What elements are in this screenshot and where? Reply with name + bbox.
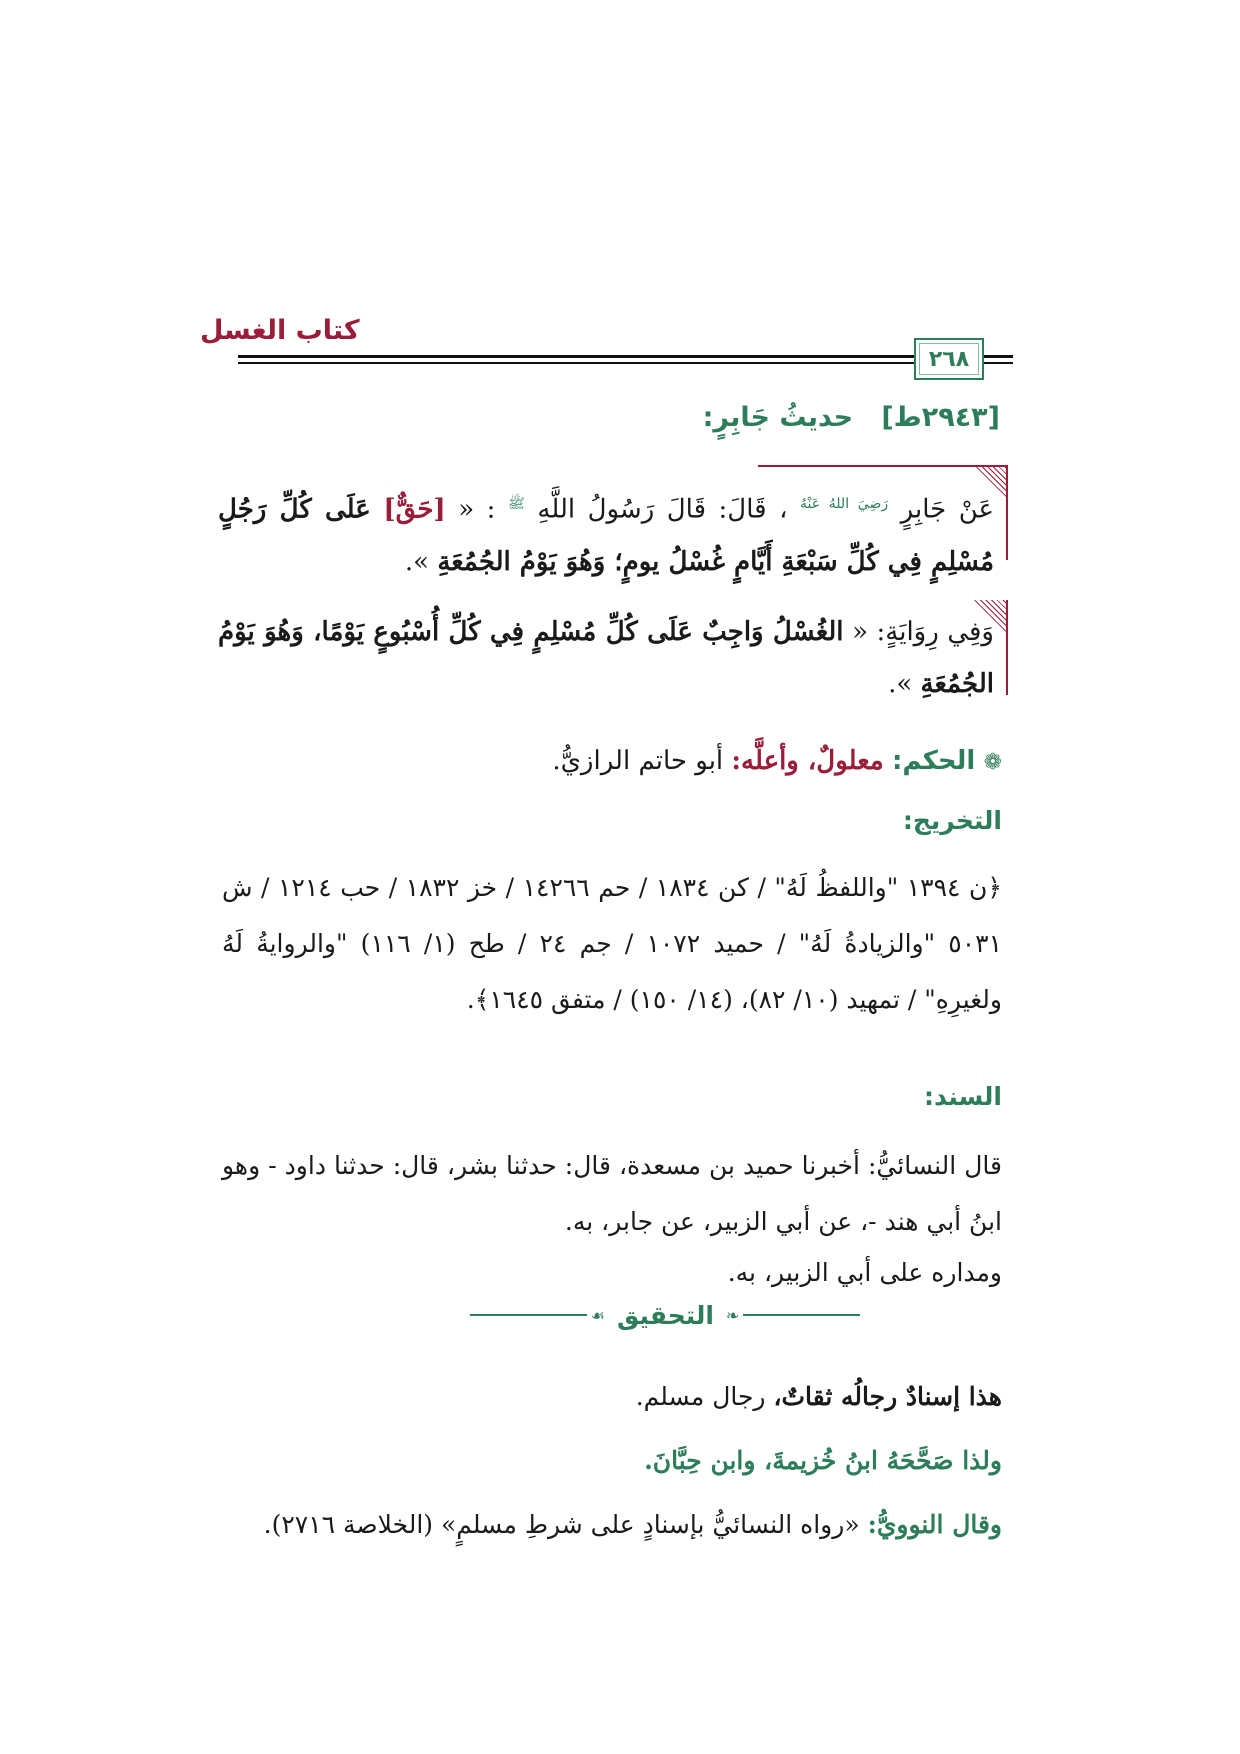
- tahqiq-divider: [470, 1300, 860, 1330]
- quote-rule: [758, 465, 1008, 467]
- hadith-text-variant: الغُسْلُ وَاجِبٌ عَلَى كُلِّ مُسْلِمٍ فِي كُلِّ أُسْبُوعٍ يَوْمًا، وَهُوَ يَوْمُ الجُمُعَةِ: [218, 617, 994, 699]
- ruling-rest: أبو حاتم الرازيُّ.: [552, 746, 724, 776]
- header-rule-right: [990, 355, 1013, 358]
- tahqiq-line-2: ولذا صَحَّحَهُ ابنُ خُزيمةَ، وابن حِبَّانَ.: [644, 1446, 1002, 1475]
- hadith-text: عَلَى كُلِّ رَجُلٍ مُسْلِمٍ فِي كُلِّ سَبْعَةِ أَيَّامٍ غُسْلُ يومٍ؛ وَهُوَ يَوْمُ الجُمُعَةِ: [218, 494, 994, 577]
- sanad-madar: ومداره على أبي الزبير، به.: [727, 1258, 1002, 1287]
- hadith-title: حديثُ جَابِرٍ:: [702, 402, 854, 433]
- tahqiq-line-1: هذا إسنادٌ رجالُه ثقاتٌ، رجال مسلم.: [635, 1382, 1002, 1411]
- takhrij-label: التخريج:: [902, 806, 1002, 835]
- narration-2: وَفِي رِوَايَةٍ: « الغُسْلُ وَاجِبٌ عَلَى كُلِّ مُسْلِمٍ فِي كُلِّ أُسْبُوعٍ يَوْمًا، وَهُوَ يَوْمُ الجُمُعَةِ ».: [218, 617, 994, 699]
- sanad-label: السند:: [923, 1082, 1002, 1111]
- bracket-word: [حَقٌّ]: [383, 494, 446, 525]
- narration-1: عَنْ جَابِرٍ $^{رَضِيَ اللهُ عَنْهُ}$ ، قَالَ: قَالَ رَسُولُ اللَّهِ $^ﷺ$ : « [حَقٌّ] عَلَى كُلِّ رَجُلٍ مُسْلِمٍ فِي كُلِّ سَبْعَةِ أَيَّامٍ غُسْلُ يومٍ؛ وَهُوَ يَوْمُ الجُمُعَةِ ».: [218, 494, 995, 577]
- takhrij-text: ﴿ن ١٣٩٤ "واللفظُ لَهُ" / كن ١٨٣٤ / حم ١٤٢٦٦ / خز ١٨٣٢ / حب ١٢١٤ / ش ٥٠٣١ "والزيادةُ لَهُ" / حميد ١٠٧٢ / جم ٢٤ / طح (١/ ١١٦) "والروايةُ لَهُ ولغيرِهِ" / تمهيد (١٠/ ٨٢)، (١٤/ ١٥٠) / متفق ١٦٤٥﴾.: [222, 873, 1002, 1014]
- ruling-label: الحكم:: [891, 746, 976, 776]
- sanad-text: قال النسائيُّ: أخبرنا حميد بن مسعدة، قال: حدثنا بشر، قال: حدثنا داود - وهو ابنُ أبي هند -، عن أبي الزبير، عن جابر، به.: [222, 1151, 1002, 1236]
- hadith-heading: [300, 402, 1000, 433]
- honorific: رَضِيَ اللهُ عَنْهُ: [800, 496, 889, 512]
- page-number-badge: ٢٦٨: [914, 338, 984, 380]
- flower-ornament-icon: ❁: [983, 750, 1002, 775]
- tahqiq-line-3: وقال النوويُّ: «رواه النسائيُّ بإسنادٍ على شرطِ مسلمٍ» (الخلاصة ٢٧١٦).: [263, 1510, 1002, 1539]
- ruling-value: معلولٌ، وأعلَّه:: [731, 746, 884, 776]
- divider-ornament-icon: ☙: [590, 1305, 605, 1325]
- book-title: كتاب الغسل: [200, 315, 360, 346]
- header-rule-thin: [238, 362, 1013, 364]
- hadith-id: [٢٩٤٣ط]: [881, 402, 1000, 433]
- salutation: ﷺ: [507, 496, 525, 512]
- header-rule: [238, 355, 1013, 358]
- divider-ornament-icon: ❧: [725, 1305, 740, 1325]
- ruling: [222, 736, 1002, 788]
- tahqiq-label: التحقيق: [617, 1300, 714, 1330]
